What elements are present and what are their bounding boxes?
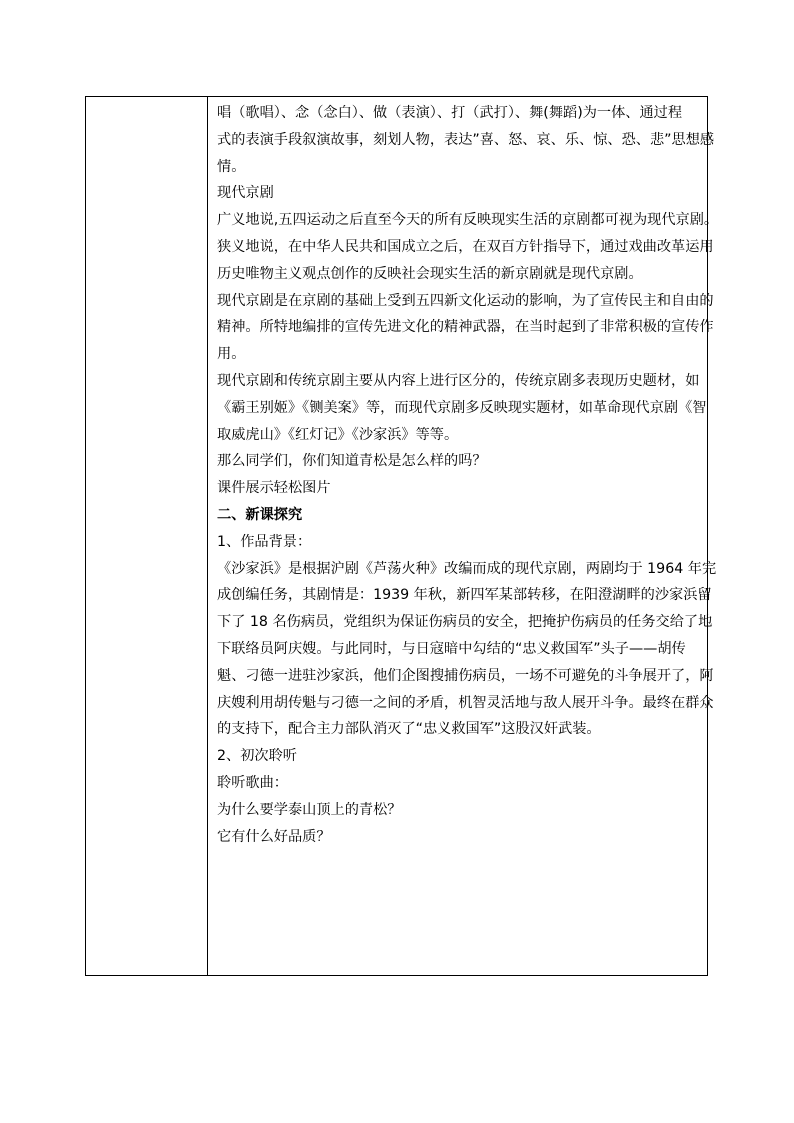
paragraph-line: 现代京剧和传统京剧主要从内容上进行区分的，传统京剧多表现历史题材，如 [217,372,700,389]
paragraph-line: 历史唯物主义观点创作的反映社会现实生活的新京剧就是现代京剧。 [217,265,643,282]
question-line: 那么同学们，你们知道青松是怎么样的吗？ [217,453,487,470]
paragraph-line: 现代京剧是在京剧的基础上受到五四新文化运动的影响，为了宣传民主和自由的 [217,292,714,309]
paragraph-line: 《霸王别姬》《铡美案》等，而现代京剧多反映现实题材，如革命现代京剧《智 [217,399,707,416]
paragraph-line: 成创编任务，其剧情是：1939 年秋，新四军某部转移，在阳澄湖畔的沙家浜留 [217,587,712,604]
paragraph-line: 唱（歌唱）、念（念白）、做（表演）、打（武打）、舞(舞蹈)为一体、通过程 [217,105,683,121]
paragraph-line: 聆听歌曲： [217,774,288,791]
question-line: 它有什么好品质？ [217,828,331,845]
paragraph-line: 庆嫂利用胡传魁与刁德一之间的矛盾，机智灵活地与敌人展开斗争。最终在群众 [217,694,714,711]
paragraph-line: 取威虎山》《红灯记》《沙家浜》等等。 [217,426,459,443]
table-content-cell [217,97,719,850]
question-line: 为什么要学泰山顶上的青松？ [217,801,402,818]
paragraph-line: 用。 [217,346,246,363]
paragraph-line: 式的表演手段叙演故事，刻划人物，表达”喜、怒、哀、乐、惊、恐、悲”思想感 [217,131,715,148]
paragraph-line: 广义地说,五四运动之后直至今天的所有反映现实生活的京剧都可视为现代京剧。 [217,212,719,229]
paragraph-line: 《沙家浜》是根据沪剧《芦荡火种》改编而成的现代京剧，两剧均于 1964 年完 [217,560,717,577]
section-heading-modern-opera: 现代京剧 [217,185,274,202]
paragraph-line: 精神。所特地编排的宣传先进文化的精神武器，在当时起到了非常积极的宣传作 [217,319,714,336]
paragraph-line: 情。 [217,158,246,175]
paragraph-line: 下了 18 名伤病员，党组织为保证伤病员的安全，把掩护伤病员的任务交给了地 [217,614,713,631]
subheading-work-background: 1、作品背景： [217,533,312,550]
paragraph-line: 的支持下，配合主力部队消灭了“忠义救国军”这股汉奸武装。 [217,721,601,738]
paragraph-line: 狭义地说，在中华人民共和国成立之后，在双百方针指导下，通过戏曲改革运用 [217,238,714,255]
table-left-column [86,97,208,975]
lesson-plan-table [85,96,719,976]
subheading-first-listening: 2、初次聆听 [217,748,297,765]
section-heading-new-lesson: 二、新课探究 [217,506,303,523]
paragraph-line: 下联络员阿庆嫂。与此同时，与日寇暗中勾结的“忠义救国军”头子——胡传 [217,640,686,657]
paragraph-line: 魁、刁德一进驻沙家浜，他们企图搜捕伤病员，一场不可避免的斗争展开了，阿 [217,667,714,684]
paragraph-line: 课件展示轻松图片 [217,480,331,497]
